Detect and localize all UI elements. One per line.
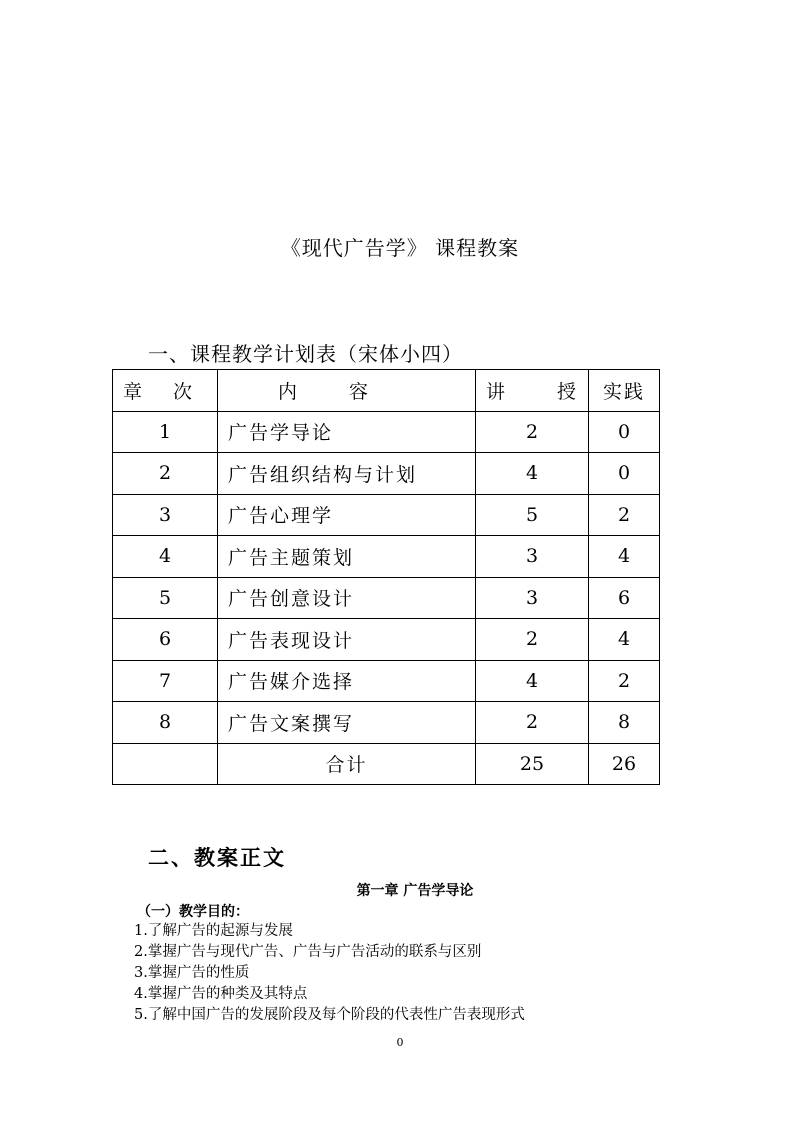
list-item: 5.了解中国广告的发展阶段及每个阶段的代表性广告表现形式 — [134, 1007, 525, 1023]
cell-lecture: 5 — [476, 494, 589, 536]
list-item: 1.了解广告的起源与发展 — [134, 923, 293, 939]
cell-content: 广告文案撰写 — [218, 702, 476, 744]
section-heading-plan: 一、课程教学计划表（宋体小四） — [148, 342, 463, 366]
header-practice: 实践 — [589, 370, 660, 412]
cell-content: 广告表现设计 — [218, 619, 476, 661]
cell-chapter: 3 — [113, 494, 218, 536]
cell-chapter: 1 — [113, 411, 218, 453]
table-row — [113, 411, 660, 453]
list-item: 3.掌握广告的性质 — [134, 965, 250, 981]
cell-chapter: 8 — [113, 702, 218, 744]
cell-content: 广告组织结构与计划 — [218, 453, 476, 495]
cell-total-practice: 26 — [589, 743, 660, 785]
cell-lecture: 4 — [476, 660, 589, 702]
cell-content: 广告媒介选择 — [218, 660, 476, 702]
cell-practice: 4 — [589, 536, 660, 578]
cell-chapter: 5 — [113, 577, 218, 619]
header-content: 内 容 — [218, 370, 476, 412]
cell-total-label: 合计 — [218, 743, 476, 785]
table-row — [113, 453, 660, 495]
header-chapter: 章 次 — [113, 370, 218, 412]
table-row — [113, 619, 660, 661]
cell-chapter: 2 — [113, 453, 218, 495]
cell-lecture: 2 — [476, 411, 589, 453]
table-row — [113, 494, 660, 536]
cell-practice: 4 — [589, 619, 660, 661]
cell-lecture: 3 — [476, 577, 589, 619]
cell-practice: 6 — [589, 577, 660, 619]
cell-practice: 2 — [589, 494, 660, 536]
cell-lecture: 4 — [476, 453, 589, 495]
document-title: 《现代广告学》 课程教案 — [280, 236, 520, 260]
header-lecture: 讲 授 — [476, 370, 589, 412]
cell-content: 广告主题策划 — [218, 536, 476, 578]
cell-content: 广告创意设计 — [218, 577, 476, 619]
cell-content: 广告学导论 — [218, 411, 476, 453]
page-number: 0 — [396, 1036, 404, 1049]
objective-heading: （一）教学目的： — [137, 904, 249, 920]
cell-practice: 2 — [589, 660, 660, 702]
cell-practice: 0 — [589, 411, 660, 453]
course-plan-table — [112, 369, 660, 785]
table-header-row — [113, 370, 660, 412]
objectives-list — [134, 921, 525, 1026]
cell-total-lecture: 25 — [476, 743, 589, 785]
cell-content: 广告心理学 — [218, 494, 476, 536]
list-item: 2.掌握广告与现代广告、广告与广告活动的联系与区别 — [134, 944, 482, 960]
cell-practice: 8 — [589, 702, 660, 744]
cell-practice: 0 — [589, 453, 660, 495]
list-item: 4.掌握广告的种类及其特点 — [134, 986, 308, 1002]
cell-lecture: 3 — [476, 536, 589, 578]
cell-chapter-empty — [113, 743, 218, 785]
cell-lecture: 2 — [476, 702, 589, 744]
cell-chapter: 4 — [113, 536, 218, 578]
cell-chapter: 6 — [113, 619, 218, 661]
table-row — [113, 702, 660, 744]
table-row — [113, 660, 660, 702]
table-row — [113, 536, 660, 578]
cell-chapter: 7 — [113, 660, 218, 702]
table-row — [113, 577, 660, 619]
section-heading-body: 二、教案正文 — [148, 845, 286, 870]
chapter-title: 第一章 广告学导论 — [356, 883, 474, 899]
cell-lecture: 2 — [476, 619, 589, 661]
table-total-row — [113, 743, 660, 785]
